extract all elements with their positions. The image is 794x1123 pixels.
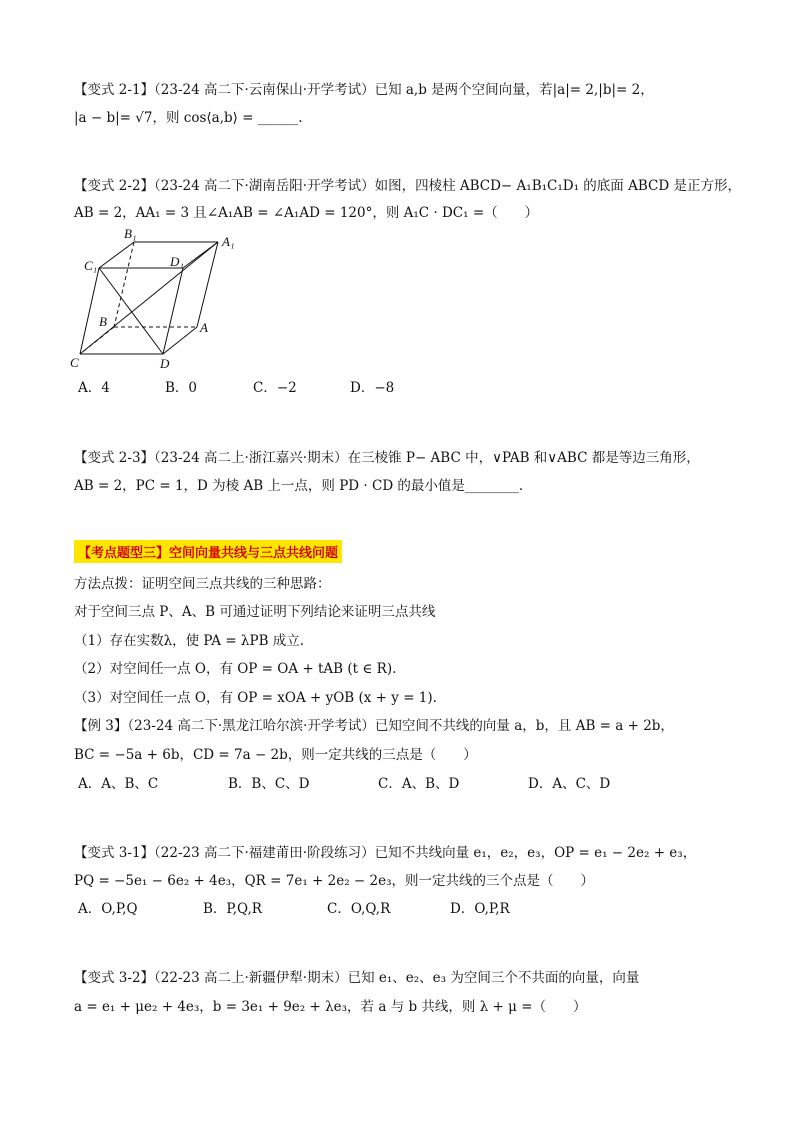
p31-choice-a[interactable]: A．O,P,Q <box>78 901 138 917</box>
p31-choice-d[interactable]: D．O,P,R <box>450 901 510 917</box>
method-line-1: 方法点拨：证明空间三点共线的三种思路： <box>74 576 331 592</box>
problem-2-1-line-2: |a − b|= √7，则 cos⟨a,b⟩ = ______. <box>74 110 303 126</box>
label-b1: B₁ <box>124 226 137 241</box>
problem-2-1-line-1: 【变式 2-1】（23-24 高二下·云南保山·开学考试）已知 a,b 是两个空间向量，若|a|= 2,|b|= 2， <box>74 82 654 98</box>
label-a1: A₁ <box>222 234 235 249</box>
label-d1: D₁ <box>170 254 184 269</box>
example-3-line-1: 【例 3】（23-24 高二下·黑龙江哈尔滨·开学考试）已知空间不共线的向量 a，b，且 AB = a + 2b， <box>74 718 674 734</box>
problem-2-3-line-2: AB = 2，PC = 1，D 为棱 AB 上一点，则 PD · CD 的最小值是________． <box>74 478 533 494</box>
label-b: B <box>99 314 107 329</box>
method-line-3: （1）存在实数λ，使 PA = λPB 成立. <box>74 633 305 649</box>
prism-figure <box>66 222 266 372</box>
ex3-choice-b[interactable]: B．B、C、D <box>228 776 310 792</box>
method-line-2: 对于空间三点 P、A、B 可通过证明下列结论来证明三点共线 <box>74 604 436 620</box>
example-3-line-2: BC = −5a + 6b，CD = 7a − 2b，则一定共线的三点是（ ） <box>74 747 477 763</box>
problem-3-1-line-1: 【变式 3-1】（22-23 高二下·福建莆田·阶段练习）已知不共线向量 e₁，e₂，e₃，OP = e₁ − 2e₂ + e₃， <box>74 845 697 861</box>
p31-choice-c[interactable]: C．O,Q,R <box>327 901 391 917</box>
label-a: A <box>200 320 208 335</box>
choice-a[interactable]: A．4 <box>78 380 110 396</box>
section-title <box>74 540 342 563</box>
problem-3-2-line-1: 【变式 3-2】（22-23 高二上·新疆伊犁·期末）已知 e₁、e₂、e₃ 为空间三个不共面的向量，向量 <box>74 970 640 986</box>
label-c: C <box>70 355 79 370</box>
method-line-4: （2）对空间任一点 O，有 OP = OA + tAB (t ∈ R). <box>74 661 397 677</box>
ex3-choice-c[interactable]: C．A、B、D <box>378 776 460 792</box>
problem-3-2-line-2: a = e₁ + μe₂ + 4e₃，b = 3e₁ + 9e₂ + λe₃，若 a 与 b 共线，则 λ + μ =（ ） <box>74 999 587 1015</box>
problem-2-2-line-2: AB = 2，AA₁ = 3 且∠A₁AB = ∠A₁AD = 120°，则 A₁C · DC₁ =（ ） <box>74 205 539 221</box>
method-line-5: （3）对空间任一点 O，有 OP = xOA + yOB (x + y = 1). <box>74 690 437 706</box>
problem-2-3-line-1: 【变式 2-3】（23-24 高二上·浙江嘉兴·期末）在三棱锥 P− ABC 中，∨PAB 和∨ABC 都是等边三角形， <box>74 450 700 466</box>
section-title-bracket: 【考点题型三】 <box>78 546 170 561</box>
problem-2-2-line-1: 【变式 2-2】（23-24 高二下·湖南岳阳·开学考试）如图，四棱柱 ABCD− A₁B₁C₁D₁ 的底面 ABCD 是正方形， <box>74 178 741 194</box>
p31-choice-b[interactable]: B．P,Q,R <box>203 901 262 917</box>
label-d: D <box>160 356 170 371</box>
choice-d[interactable]: D．−8 <box>350 380 395 396</box>
label-c1: C₁ <box>84 258 98 273</box>
choice-c[interactable]: C．−2 <box>253 380 297 396</box>
section-title-text: 空间向量共线与三点共线问题 <box>169 546 339 561</box>
ex3-choice-d[interactable]: D．A、C、D <box>528 776 611 792</box>
ex3-choice-a[interactable]: A．A、B、C <box>78 776 159 792</box>
choice-b[interactable]: B．0 <box>165 380 198 396</box>
problem-3-1-line-2: PQ = −5e₁ − 6e₂ + 4e₃，QR = 7e₁ + 2e₂ − 2e₃，则一定共线的三个点是（ ） <box>74 873 594 889</box>
